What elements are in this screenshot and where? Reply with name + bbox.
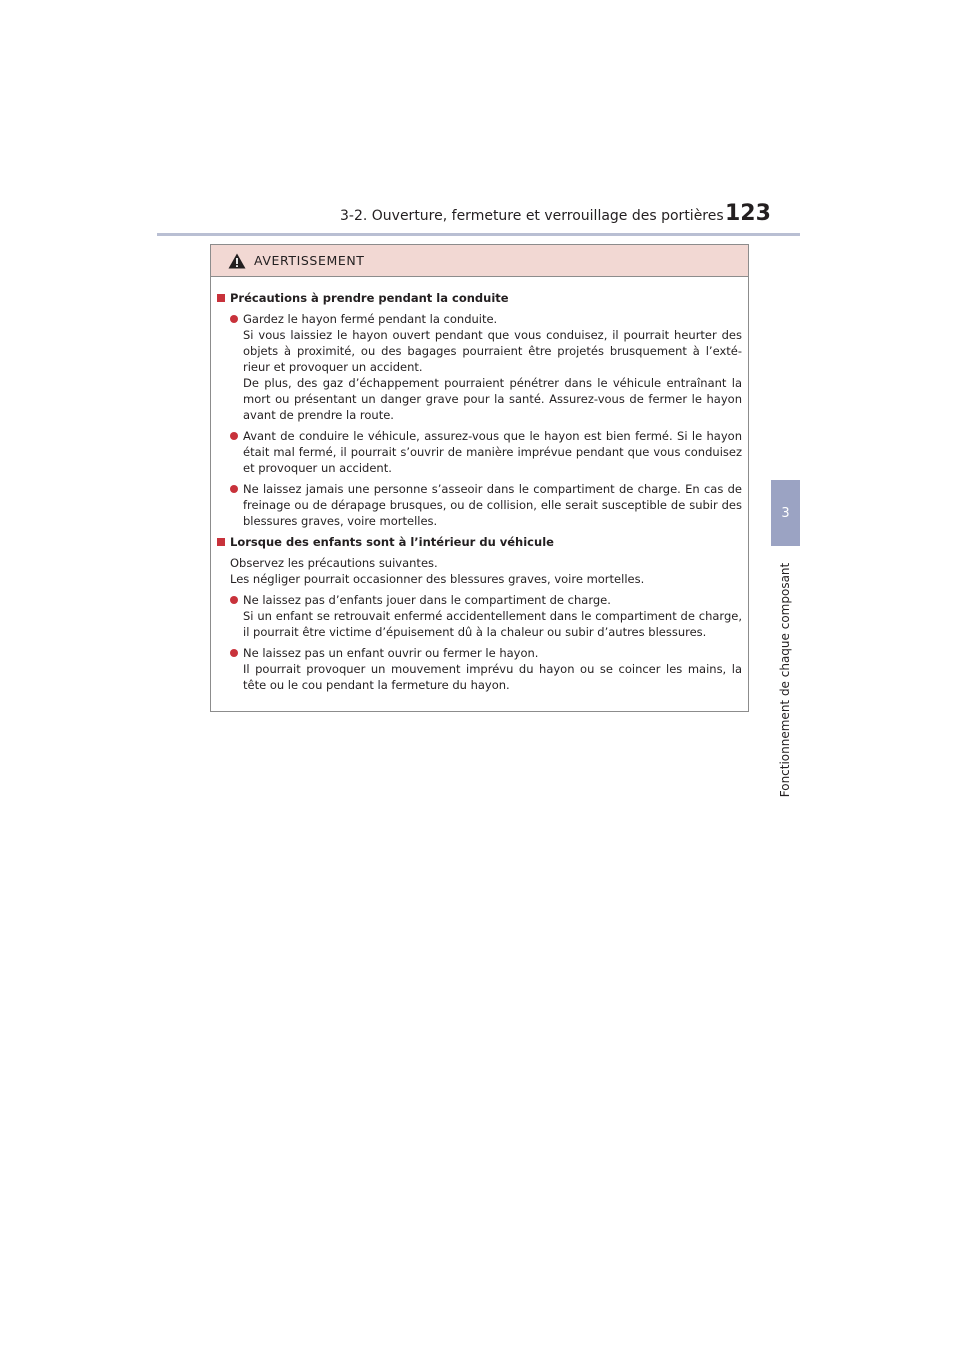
bullet-paragraph: Avant de conduire le véhicule, assurez-vous que le hayon est bien fermé. Si le hayon était mal fermé, il pourrait s’ouvrir de manière imprévue pendant que vous conduisez et provoquer un accident.: [243, 429, 742, 475]
bullet-text: [243, 311, 742, 423]
bullet-item: [230, 428, 742, 476]
warning-body: [211, 277, 748, 693]
bullet-text: [243, 645, 742, 693]
warning-box: [210, 244, 749, 712]
square-bullet-icon: [217, 294, 225, 302]
bullet-item: [230, 481, 742, 529]
bullet-text: [243, 592, 742, 640]
section-intro: Observez les précautions suivantes. Les négliger pourrait occasionner des blessures graves, voire mortelles.: [230, 556, 645, 586]
bullet-paragraph: Si un enfant se retrouvait enfermé accidentellement dans le compartiment de charge, il pourrait être victime d’épuisement dû à la chaleur ou subir d’autres blessures.: [243, 609, 742, 639]
bullet-paragraph: Ne laissez pas un enfant ouvrir ou fermer le hayon.: [243, 646, 539, 660]
bullet-paragraph: Ne laissez pas d’enfants jouer dans le compartiment de charge.: [243, 593, 611, 607]
header-rule: [157, 233, 800, 236]
section-heading: [217, 290, 742, 306]
round-bullet-icon: [230, 432, 238, 440]
warning-title: AVERTISSEMENT: [254, 253, 365, 268]
section-title: 3-2. Ouverture, fermeture et verrouillage des portières: [340, 208, 724, 224]
bullet-text: [243, 428, 742, 476]
bullet-paragraph: Si vous laissiez le hayon ouvert pendant que vous conduisez, il pourrait heurter des objets à proximité, ou des bagages pourraient être projetés brusquement à l’exté-rieur et provoquer un accident.: [243, 328, 742, 374]
round-bullet-icon: [230, 315, 238, 323]
square-bullet-icon: [217, 538, 225, 546]
page-number: 123: [725, 201, 771, 226]
warning-section: [217, 534, 742, 693]
bullet-paragraph: Gardez le hayon fermé pendant la conduite.: [243, 312, 498, 326]
round-bullet-icon: [230, 649, 238, 657]
bullet-paragraph: De plus, des gaz d’échappement pourraient pénétrer dans le véhicule entraînant la mort ou présentant un danger grave pour la santé. Assurez-vous de fermer le hayon avant de prendre la route.: [243, 376, 742, 422]
warning-section: [217, 290, 742, 529]
warning-header: [211, 245, 748, 277]
section-heading-text: Précautions à prendre pendant la conduite: [230, 291, 509, 305]
bullet-paragraph: Il pourrait provoquer un mouvement imprévu du hayon ou se coincer les mains, la tête ou le cou pendant la fermeture du hayon.: [243, 662, 742, 692]
chapter-tab: 3: [771, 480, 800, 546]
bullet-item: [230, 645, 742, 693]
section-heading-text: Lorsque des enfants sont à l’intérieur du véhicule: [230, 535, 554, 549]
section-heading: [217, 534, 742, 550]
bullet-item: [230, 311, 742, 423]
chapter-label: Fonctionnement de chaque composant: [778, 562, 792, 798]
bullet-text: [243, 481, 742, 529]
round-bullet-icon: [230, 596, 238, 604]
bullet-paragraph: Ne laissez jamais une personne s’asseoir dans le compartiment de charge. En cas de freinage ou de dérapage brusques, ou de collision, elle serait susceptible de subir des blessures graves, voire mortelles.: [243, 482, 742, 528]
round-bullet-icon: [230, 485, 238, 493]
warning-triangle-icon: [228, 253, 246, 269]
bullet-item: [230, 592, 742, 640]
